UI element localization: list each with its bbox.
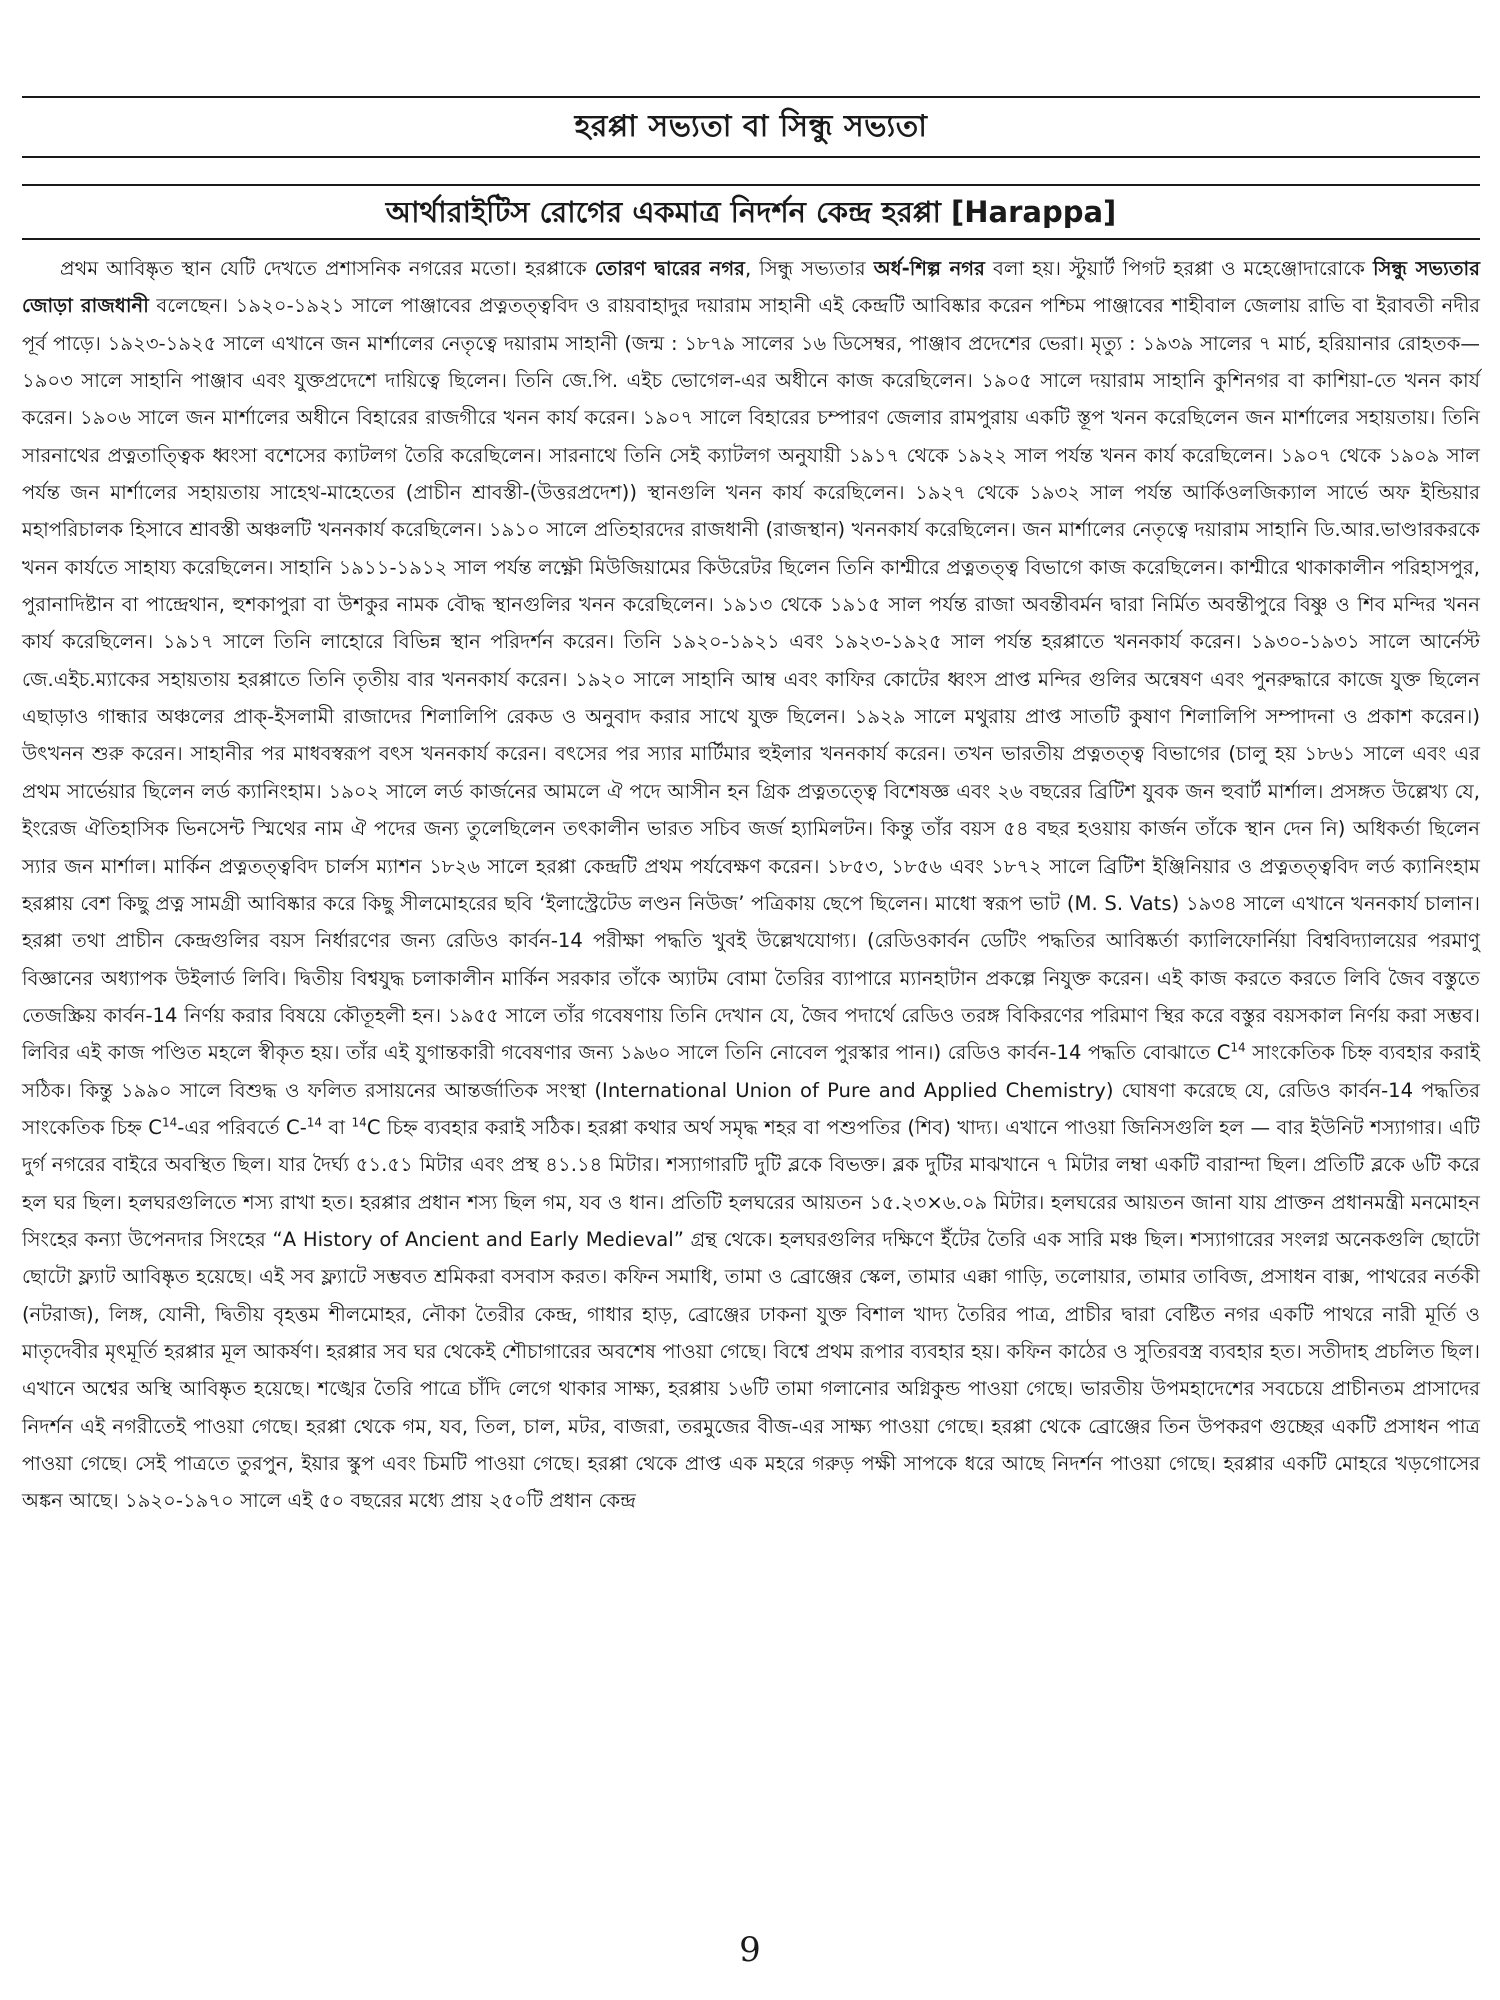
text-run: বলা হয়। স্টুয়ার্ট পিগট হরপ্পা ও মহেঞ্জোদারোকে xyxy=(984,257,1373,280)
superscript: 14 xyxy=(351,1115,367,1130)
body-paragraph xyxy=(22,250,1480,1520)
superscript: 14 xyxy=(306,1115,323,1130)
text-run: , সিন্ধু সভ্যতার xyxy=(744,257,874,280)
subtitle-top-rule xyxy=(22,184,1480,186)
title-bottom-rule xyxy=(22,156,1480,158)
superscript: 14 xyxy=(1230,1040,1246,1055)
text-run: -এর পরিবর্তে C- xyxy=(177,1115,307,1139)
page-number: 9 xyxy=(739,1930,761,1970)
top-rule xyxy=(22,96,1480,98)
text-run: বা xyxy=(322,1115,352,1139)
bold-term: সিন্ধু সভ্যতার জোড়া রাজধানী xyxy=(22,257,1481,318)
text-run: সাংকেতিক চিহ্ন ব্যবহার করাই সঠিক। কিন্তু ১৯৯০ সালে বিশুদ্ধ ও ফলিত রসায়নের আন্তর্জাতিক সংস্থা (International Union of Pure and Applied Chemistry) ঘোষণা করেছে যে, রেডিও কার্বন-14 পদ্ধতির সাংকেতিক চিহ্ন C xyxy=(22,1041,1480,1139)
subtitle-bottom-rule xyxy=(22,238,1480,240)
text-run: C চিহ্ন ব্যবহার করাই সঠিক। হরপ্পা কথার অর্থ সমৃদ্ধ শহর বা পশুপতির (শিব) খাদ্য। এখানে পাওয়া জিনিসগুলি হল — বার ইউনিট শস্যাগার। এটি দুর্গ নগরের বাইরে অবস্থিত ছিল। যার দৈর্ঘ্য ৫১.৫১ মিটার এবং প্রস্থ ৪১.১৪ মিটার। শস্যাগারটি দুটি ব্লকে বিভক্ত। ব্লক দুটির মাঝখানে ৭ মিটার লম্বা একটি বারান্দা ছিল। প্রতিটি ব্লকে ৬টি করে হল ঘর ছিল। হলঘরগুলিতে শস্য রাখা হত। হরপ্পার প্রধান শস্য ছিল গম, যব ও ধান। প্রতিটি হলঘরের আয়তন ১৫.২৩×৬.০৯ মিটার। হলঘরের আয়তন জানা যায় প্রাক্তন প্রধানমন্ত্রী মনমোহন সিংহের কন্যা উপেনদার সিংহের “A History of Ancient and Early Medieval” গ্রন্থ থেকে। হলঘরগুলির দক্ষিণে ইঁটের তৈরি এক সারি মঞ্চ ছিল। শস্যাগারের সংলগ্ন অনেকগুলি ছোটো ছোটো ফ্ল্যাট আবিষ্কৃত হয়েছে। এই সব ফ্ল্যাটে সম্ভবত শ্রমিকরা বসবাস করত। কফিন সমাধি, তামা ও ব্রোঞ্জের স্কেল, তামার এক্কা গাড়ি, তলোয়ার, তামার তাবিজ, প্রসাধন বাক্স, পাথরের নর্তকী (নটরাজ), লিঙ্গ, যোনী, দ্বিতীয় বৃহত্তম শীলমোহর, নৌকা তৈরীর কেন্দ্র, গাধার হাড়, ব্রোঞ্জের ঢাকনা যুক্ত বিশাল খাদ্য তৈরির পাত্র, প্রাচীর দ্বারা বেষ্টিত নগর একটি পাথরে নারী মূর্তি ও মাতৃদেবীর মৃৎমূর্তি হরপ্পার মূল আকর্ষণ। হরপ্পার সব ঘর থেকেই শৌচাগারের অবশেষ পাওয়া গেছে। বিশ্বে প্রথম রূপার ব্যবহার হয়। কফিন কাঠের ও সুতিরবস্ত্র ব্যবহার হত। সতীদাহ প্রচলিত ছিল। এখানে অশ্বের অস্থি আবিষ্কৃত হয়েছে। শঙ্খের তৈরি পাত্রে চাঁদি লেগে থাকার সাক্ষ্য, হরপ্পায় ১৬টি তামা গলানোর অগ্নিকুন্ড পাওয়া গেছে। ভারতীয় উপমহাদেশের সবচেয়ে প্রাচীনতম প্রাসাদের নিদর্শন এই নগরীতেই পাওয়া গেছে। হরপ্পা থেকে গম, যব, তিল, চাল, মটর, বাজরা, তরমুজের বীজ-এর সাক্ষ্য পাওয়া গেছে। হরপ্পা থেকে ব্রোঞ্জের তিন উপকরণ গুচ্ছের একটি প্রসাধন পাত্র পাওয়া গেছে। সেই পাত্রতে তুরপুন, ইয়ার স্কুপ এবং চিমটি পাওয়া গেছে। হরপ্পা থেকে প্রাপ্ত এক মহরে গরুড় পক্ষী সাপকে ধরে আছে নিদর্শন পাওয়া গেছে। হরপ্পার একটি মোহরে খড়গোসের অঙ্কন আছে। ১৯২০-১৯৭০ সালে এই ৫০ বছরের মধ্যে প্রায় ২৫০টি প্রধান কেন্দ্র xyxy=(22,1115,1480,1513)
section-title: আর্থারাইটিস রোগের একমাত্র নিদর্শন কেন্দ্র হরপ্পা [Harappa] xyxy=(385,195,1117,229)
superscript: 14 xyxy=(161,1115,178,1130)
text-run: প্রথম আবিষ্কৃত স্থান যেটি দেখতে প্রশাসনিক নগরের মতো। হরপ্পাকে xyxy=(60,257,595,280)
bold-term: তোরণ দ্বারের নগর xyxy=(594,257,745,280)
text-run: বলেছেন। ১৯২০-১৯২১ সালে পাঞ্জাবের প্রত্নতত্ত্ববিদ ও রায়বাহাদুর দয়ারাম সাহানী এই কেন্দ্রটি আবিষ্কার করেন পশ্চিম পাঞ্জাবের শাহীবাল জেলায় রাভি বা ইরাবতী নদীর পূর্ব পাড়ে। ১৯২৩-১৯২৫ সালে এখানে জন মার্শালের নেতৃত্বে দয়ারাম সাহানী (জন্ম : ১৮৭৯ সালের ১৬ ডিসেম্বর, পাঞ্জাব প্রদেশের ভেরা। মৃত্যু : ১৯৩৯ সালের ৭ মার্চ, হরিয়ানার রোহতক—১৯০৩ সালে সাহানি পাঞ্জাব এবং যুক্তপ্রদেশে দায়িত্বে ছিলেন। তিনি জে.পি. এইচ ভোগেল-এর অধীনে কাজ করেছিলেন। ১৯০৫ সালে দয়ারাম সাহানি কুশিনগর বা কাশিয়া-তে খনন কার্য করেন। ১৯০৬ সালে জন মার্শালের অধীনে বিহারের রাজগীরে খনন কার্য করেন। ১৯০৭ সালে বিহারের চম্পারণ জেলার রামপুরায় একটি স্তূপ খনন করেছিলেন জন মার্শালের সহায়তায়। তিনি সারনাথের প্রত্নতাত্ত্বিক ধ্বংসা বশেসের ক্যাটলগ তৈরি করেছিলেন। সারনাথে তিনি সেই ক্যাটলগ অনুযায়ী ১৯১৭ থেকে ১৯২২ সাল পর্যন্ত খনন কার্য করেছিলেন। ১৯০৭ থেকে ১৯০৯ সাল পর্যন্ত জন মার্শালের সহায়তায় সাহেথ-মাহেতের (প্রাচীন শ্রাবস্তী-(উত্তরপ্রদেশ)) স্থানগুলি খনন কার্য করেছিলেন। ১৯২৭ থেকে ১৯৩২ সাল পর্যন্ত আর্কিওলজিক্যাল সার্ভে অফ ইন্ডিয়ার মহাপরিচালক হিসাবে শ্রাবস্তী অঞ্চলটি খননকার্য করেছিলেন। ১৯১০ সালে প্রতিহারদের রাজধানী (রাজস্থান) খননকার্য করেছিলেন। জন মার্শালের নেতৃত্বে দয়ারাম সাহানি ডি.আর.ভাণ্ডারকরকে খনন কার্যতে সাহায্য করেছিলেন। সাহানি ১৯১১-১৯১২ সাল পর্যন্ত লক্ষ্ণৌ মিউজিয়ামের কিউরেটর ছিলেন তিনি কাশ্মীরে প্রত্নতত্ত্ব বিভাগে কাজ করেছিলেন। কাশ্মীরে থাকাকালীন পরিহাসপুর, পুরানাদিষ্টান বা পান্দ্রেথান, হুশকাপুরা বা উশকুর নামক বৌদ্ধ স্থানগুলির খনন করেছিলেন। ১৯১৩ থেকে ১৯১৫ সাল পর্যন্ত রাজা অবন্তীবর্মন দ্বারা নির্মিত অবন্তীপুরে বিষ্ণু ও শিব মন্দির খনন কার্য করেছিলেন। ১৯১৭ সালে তিনি লাহোরে বিভিন্ন স্থান পরিদর্শন করেন। তিনি ১৯২০-১৯২১ এবং ১৯২৩-১৯২৫ সাল পর্যন্ত হরপ্পাতে খননকার্য করেন। ১৯৩০-১৯৩১ সালে আর্নেস্ট জে.এইচ.ম্যাকের সহায়তায় হরপ্পাতে তিনি তৃতীয় বার খননকার্য করেন। ১৯২০ সালে সাহানি আম্ব এবং কাফির কোটের ধ্বংস প্রাপ্ত মন্দির গুলির অন্বেষণ এবং পুনরুদ্ধারে কাজে যুক্ত ছিলেন এছাড়াও গান্ধার অঞ্চলের প্রাক্-ইসলামী রাজাদের শিলালিপি রেকড ও অনুবাদ করার সাথে যুক্ত ছিলেন। ১৯২৯ সালে মথুরায় প্রাপ্ত সাতটি কুষাণ শিলালিপি সম্পাদনা ও প্রকাশ করেন।) উৎখনন শুরু করেন। সাহানীর পর মাধবস্বরূপ বৎস খননকার্য করেন। বৎসের পর স্যার মার্টিমার হুইলার খননকার্য করেন। তখন ভারতীয় প্রত্নতত্ত্ব বিভাগের (চালু হয় ১৮৬১ সালে এবং এর প্রথম সার্ভেয়ার ছিলেন লর্ড ক্যানিংহাম। ১৯০২ সালে লর্ড কার্জনের আমলে ঐ পদে আসীন হন গ্রিক প্রত্নতত্ত্বে বিশেষজ্ঞ এবং ২৬ বছরের ব্রিটিশ যুবক জন হুবার্ট মার্শাল। প্রসঙ্গত উল্লেখ্য যে, ইংরেজ ঐতিহাসিক ভিনসেন্ট স্মিথের নাম ঐ পদের জন্য তুলেছিলেন তৎকালীন ভারত সচিব জর্জ হ্যামিলটন। কিন্তু তাঁর বয়স ৫৪ বছর হওয়ায় কার্জন তাঁকে স্থান দেন নি) অধিকর্তা ছিলেন স্যার জন মার্শাল। মার্কিন প্রত্নতত্ত্ববিদ চার্লস ম্যাশন ১৮২৬ সালে হরপ্পা কেন্দ্রটি প্রথম পর্যবেক্ষণ করেন। ১৮৫৩, ১৮৫৬ এবং ১৮৭২ সালে ব্রিটিশ ইঞ্জিনিয়ার ও প্রত্নতত্ত্ববিদ লর্ড ক্যানিংহাম হরপ্পায় বেশ কিছু প্রত্ন সামগ্রী আবিষ্কার করে কিছু সীলমোহরের ছবি ‘ইলাস্ট্রেটেড লণ্ডন নিউজ’ পত্রিকায় ছেপে ছিলেন। মাধো স্বরূপ ভাট (M. S. Vats) ১৯৩৪ সালে এখানে খননকার্য চালান। হরপ্পা তথা প্রাচীন কেন্দ্রগুলির বয়স নির্ধারণের জন্য রেডিও কার্বন-14 পরীক্ষা পদ্ধতি খুবই উল্লেখযোগ্য। (রেডিওকার্বন ডেটিং পদ্ধতির আবিষ্কর্তা ক্যালিফোর্নিয়া বিশ্ববিদ্যালয়ের পরমাণু বিজ্ঞানের অধ্যাপক উইলার্ড লিবি। দ্বিতীয় বিশ্বযুদ্ধ চলাকালীন মার্কিন সরকার তাঁকে অ্যাটম বোমা তৈরির ব্যাপারে ম্যানহাটান প্রকল্পে নিযুক্ত করেন। এই কাজ করতে করতে লিবি জৈব বস্তুতে তেজস্ক্রিয় কার্বন-14 নির্ণয় করার বিষয়ে কৌতূহলী হন। ১৯৫৫ সালে তাঁর গবেষণায় তিনি দেখান যে, জৈব পদার্থে রেডিও তরঙ্গ বিকিরণের পরিমাণ স্থির করে বস্তুর বয়সকাল নির্ণয় করা সম্ভব। লিবির এই কাজ পণ্ডিত মহলে স্বীকৃত হয়। তাঁর এই যুগান্তকারী গবেষণার জন্য ১৯৬০ সালে তিনি নোবেল পুরস্কার পান।) রেডিও কার্বন-14 পদ্ধতি বোঝাতে C xyxy=(22,294,1481,1065)
chapter-title: হরপ্পা সভ্যতা বা সিন্ধু সভ্যতা xyxy=(574,109,928,144)
bold-term: অর্ধ-শিল্প নগর xyxy=(873,257,985,280)
